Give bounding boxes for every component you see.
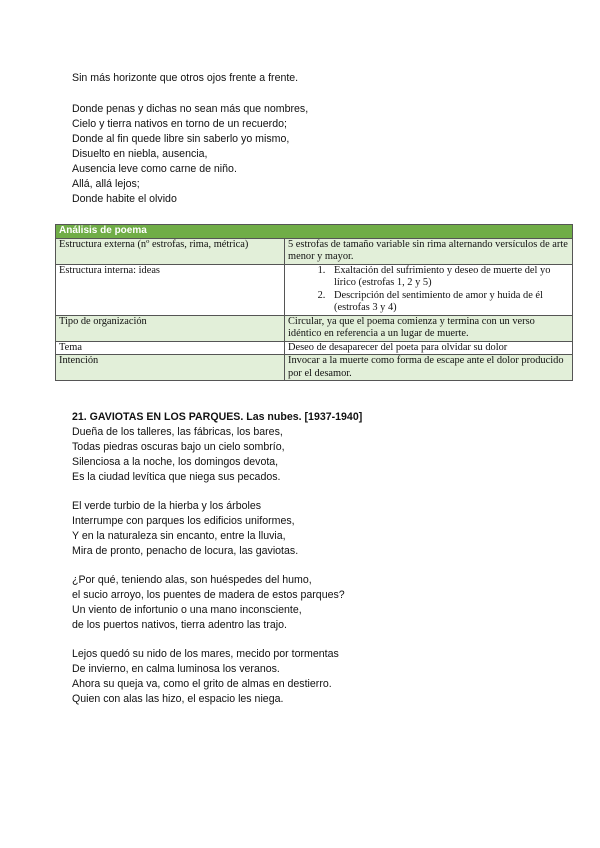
- poem-title: 21. GAVIOTAS EN LOS PARQUES. Las nubes. [1937-1940]: [72, 411, 363, 423]
- organization-label: Tipo de organización: [56, 315, 285, 341]
- poem-line: Cielo y tierra nativos en torno de un recuerdo;: [72, 118, 287, 130]
- analysis-header: Análisis de poema: [56, 225, 573, 239]
- list-item: 1. Exaltación del sufrimiento y deseo de muerte del yo lírico (estrofas 1, 2 y 5): [328, 265, 569, 290]
- poem-line: Sin más horizonte que otros ojos frente a frente.: [72, 72, 299, 84]
- external-structure-value: 5 estrofas de tamaño variable sin rima alternando versículos de arte menor y mayor.: [285, 238, 573, 264]
- external-structure-label: Estructura externa (nº estrofas, rima, métrica): [56, 238, 285, 264]
- poem-line: Mira de pronto, penacho de locura, las gaviotas.: [72, 545, 299, 557]
- table-row: [56, 355, 573, 381]
- poem-line: Dueña de los talleres, las fábricas, los bares,: [72, 426, 283, 438]
- list-item: 2. Descripción del sentimiento de amor y huida de él (estrofas 3 y 4): [328, 290, 569, 315]
- poem-line: Donde habite el olvido: [72, 193, 177, 205]
- poem-line: Todas piedras oscuras bajo un cielo sombrío,: [72, 441, 285, 453]
- poem-line: Donde penas y dichas no sean más que nombres,: [72, 103, 309, 115]
- table-row: [56, 264, 573, 315]
- poem-line: Es la ciudad levítica que niega sus pecados.: [72, 471, 281, 483]
- analysis-table: [55, 224, 573, 381]
- theme-value: Deseo de desaparecer del poeta para olvidar su dolor: [285, 341, 573, 355]
- poem-line: Ahora su queja va, como el grito de almas en destierro.: [72, 678, 332, 690]
- poem-line: Allá, allá lejos;: [72, 178, 140, 190]
- table-row: [56, 238, 573, 264]
- poem-line: Ausencia leve como carne de niño.: [72, 163, 237, 175]
- poem-line: El verde turbio de la hierba y los árboles: [72, 500, 262, 512]
- analysis-header-row: [56, 225, 573, 239]
- poem-line: De invierno, en calma luminosa los veranos.: [72, 663, 280, 675]
- ideas-list: [288, 265, 569, 315]
- internal-structure-label: Estructura interna: ideas: [56, 264, 285, 315]
- organization-value: Circular, ya que el poema comienza y termina con un verso idéntico en referencia a un lugar de muerte.: [285, 315, 573, 341]
- poem-line: ¿Por qué, teniendo alas, son huéspedes del humo,: [72, 574, 312, 586]
- intention-value: Invocar a la muerte como forma de escape ante el dolor producido por el desamor.: [285, 355, 573, 381]
- poem-line: Lejos quedó su nido de los mares, mecido por tormentas: [72, 648, 339, 660]
- poem-line: Y en la naturaleza sin encanto, entre la lluvia,: [72, 530, 286, 542]
- poem-line: Quien con alas las hizo, el espacio les niega.: [72, 693, 284, 705]
- table-row: [56, 341, 573, 355]
- poem-line: el sucio arroyo, los puentes de madera de estos parques?: [72, 589, 345, 601]
- poem-line: Donde al fin quede libre sin saberlo yo mismo,: [72, 133, 290, 145]
- poem-line: Silenciosa a la noche, los domingos devota,: [72, 456, 279, 468]
- intention-label: Intención: [56, 355, 285, 381]
- table-row: [56, 315, 573, 341]
- poem-line: de los puertos nativos, tierra adentro las trajo.: [72, 619, 287, 631]
- poem-line: Disuelto en niebla, ausencia,: [72, 148, 208, 160]
- poem-line: Un viento de infortunio o una mano inconsciente,: [72, 604, 302, 616]
- poem-line: Interrumpe con parques los edificios uniformes,: [72, 515, 295, 527]
- theme-label: Tema: [56, 341, 285, 355]
- internal-structure-value: [285, 264, 573, 315]
